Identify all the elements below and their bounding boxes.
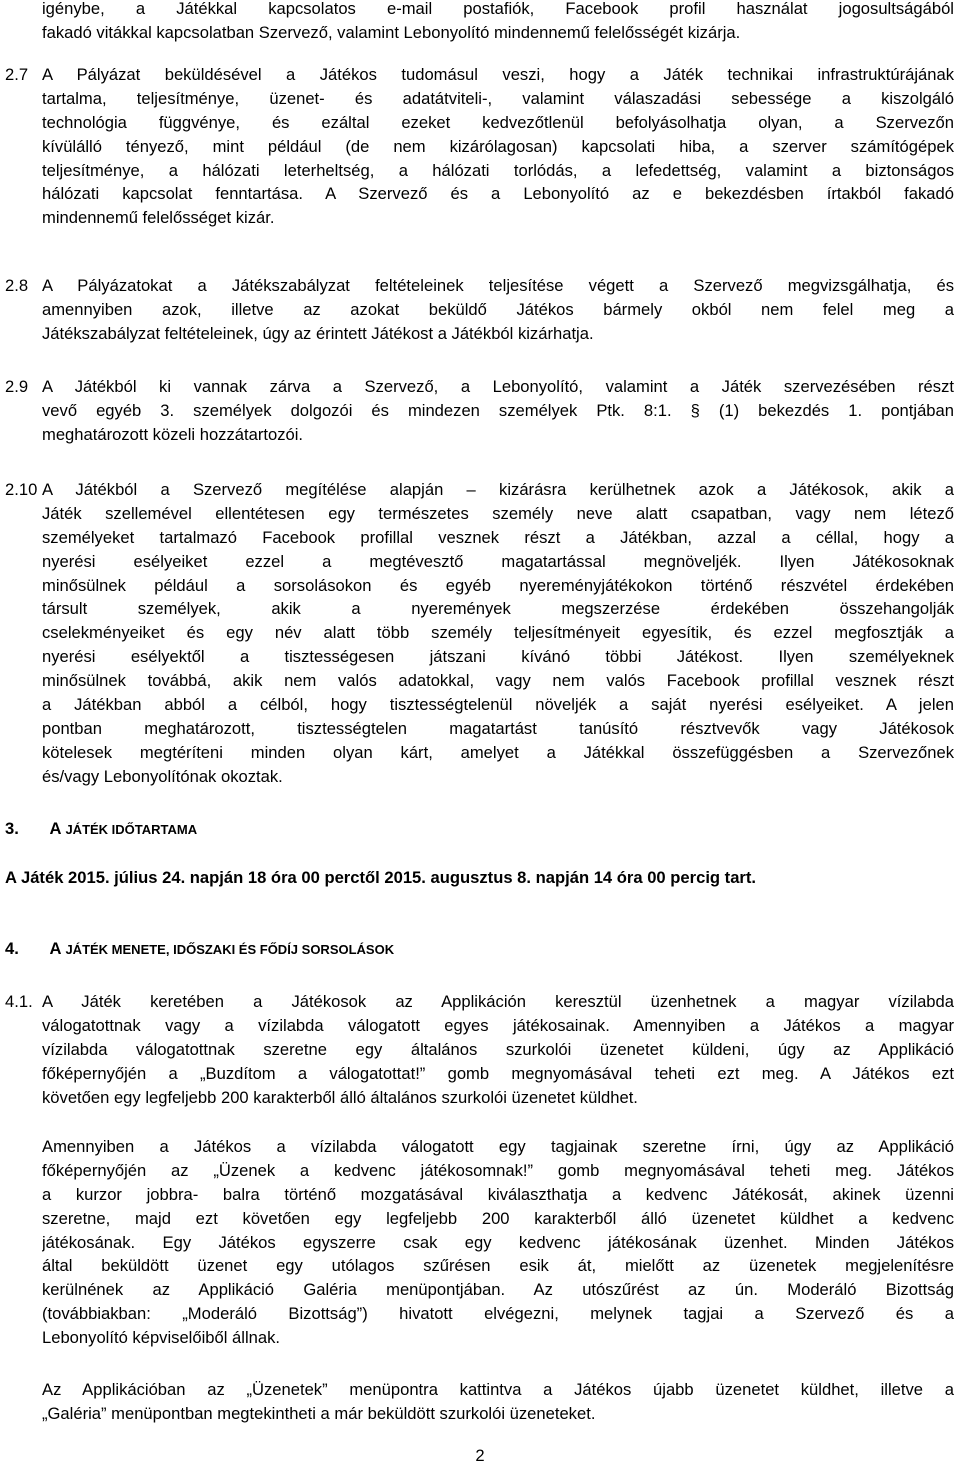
text-line: kötelesek megtéríteni minden olyan kárt, amelyet a Játékkal összefüggésben a Szervezőnek	[42, 742, 954, 762]
text-line: amennyiben azok, illetve az azokat beküldő Játékos bármely okból nem felel meg a	[42, 299, 954, 319]
text-line: Lebonyolító képviselőiből állnak.	[42, 1328, 281, 1348]
section-2-8-paragraph	[42, 274, 954, 346]
text-line: technológia függvénye, és ezáltal ezeket kedvezőtlenül befolyásolhatja olyan, a Szervezőn	[42, 112, 954, 132]
text-line: Játékszabályzat feltételeinek, úgy az érintett Játékost a Játékból kizárhatja.	[42, 323, 594, 343]
section-4-1-paragraph-1	[42, 990, 954, 1109]
intro-paragraph	[42, 0, 954, 45]
text-line: főképernyőjén a „Buzdítom a válogatottat!” gomb megnyomásával teheti ezt meg. A Játékos ezt	[42, 1063, 954, 1083]
text-line: tartalma, teljesítménye, üzenet- és adatátviteli-, valamint válaszadási sebessége a kiszolgáló	[42, 88, 954, 108]
heading-title-rest: JÁTÉK IDŐTARTAMA	[65, 822, 198, 837]
text-line: követően egy legfeljebb 200 karakterből álló általános szurkolói üzenetet küldhet.	[42, 1087, 638, 1107]
text-line: főképernyőjén az „Üzenek a kedvenc játékosomnak!” gomb megnyomásával teheti meg. Játékos	[42, 1160, 954, 1180]
section-number: 2.10	[5, 480, 38, 499]
game-duration: A Játék 2015. július 24. napján 18 óra 00 perctől 2015. augusztus 8. napján 14 óra 00 percig tart.	[5, 868, 757, 887]
text-line: minősülnek továbbá, akik nem valós adatokkal, vagy nem valós Facebook profillal vesznek részt	[42, 671, 954, 691]
text-line: A Játékból ki vannak zárva a Szervező, a Lebonyolító, valamint a Játék szervezésében részt	[42, 377, 954, 396]
text-line: A Játék keretében a Játékosok az Applikáción keresztül üzenhetnek a magyar vízilabda	[42, 992, 954, 1011]
text-line: nyerési esélyektől a tisztességesen játszani kívánó többi Játékost. Ilyen személyeknek	[42, 647, 954, 667]
section-number: 2.7	[5, 65, 29, 84]
heading-title-first: A	[49, 819, 66, 838]
text-line: Amennyiben a Játékos a vízilabda válogatott egy tagjainak szeretne írni, úgy az Applikáció	[42, 1137, 954, 1156]
heading-number: 3.	[5, 819, 19, 838]
text-line: nyerési esélyeiket ezzel a megtévesztő magatartással megnöveljék. Ilyen Játékosoknak	[42, 551, 954, 571]
section-number: 2.9	[5, 377, 29, 396]
heading-number: 4.	[5, 939, 19, 958]
section-heading-4	[5, 937, 394, 962]
text-line: személyeket tartalmazó Facebook profillal vesznek részt a Játékban, azzal a céllal, hogy a	[42, 527, 954, 547]
heading-title-rest: JÁTÉK MENETE, IDŐSZAKI ÉS FŐDÍJ SORSOLÁSOK	[65, 942, 395, 957]
text-line: cselekményeiket és egy név alatt több személy teljesítményeit egyesítik, és ezzel megfosztják a	[42, 623, 954, 643]
text-line: meghatározott közeli hozzátartozói.	[42, 424, 304, 444]
text-line: társult személyek, akik a nyeremények megszerzése érdekében összehangolják	[42, 599, 954, 619]
text-line: (továbbiakban: „Moderáló Bizottság”) hivatott elvégezni, melynek tagjai a Szervező és a	[42, 1304, 954, 1324]
section-2-10-paragraph	[42, 478, 954, 789]
text-line: által beküldött üzenet egy utólagos szűrésen esik át, mielőtt az üzenetek megjelenítésre	[42, 1256, 954, 1276]
text-line: mindennemű felelősséget kizár.	[42, 208, 275, 228]
text-line: játékosának. Egy Játékos egyszerre csak egy kedvenc játékosának üzenhet. Minden Játékos	[42, 1232, 954, 1252]
section-heading-3	[5, 817, 197, 842]
section-2-9-paragraph	[42, 375, 954, 447]
text-line: igénybe, a Játékkal kapcsolatos e-mail postafiók, Facebook profil használat jogosultságából	[42, 0, 954, 18]
text-line: Az Applikációban az „Üzenetek” menüpontra kattintva a Játékos újabb üzenetet küldhet, illetve a	[42, 1380, 954, 1399]
section-2-7-paragraph	[42, 63, 954, 230]
page-number: 2	[475, 1446, 485, 1465]
text-line: hálózati kapcsolat fenntartása. A Szervező és a Lebonyolító az e bekezdésben írtakból fakadó	[42, 184, 954, 204]
text-line: fakadó vitákkal kapcsolatban Szervező, valamint Lebonyolító mindennemű felelősségét kizárja.	[42, 22, 741, 42]
text-line: és/vagy Lebonyolítónak okoztak.	[42, 766, 283, 786]
heading-title-first: A	[49, 939, 66, 958]
text-line: kívülálló tényező, mint például (de nem kizárólagosan) kapcsolati hiba, a szerver számítógépek	[42, 136, 954, 156]
text-line: szeretne, majd ezt követően egy legfeljebb 200 karakterből álló üzenetet küldhet a kedvenc	[42, 1208, 954, 1228]
section-number: 2.8	[5, 276, 29, 295]
text-line: válogatottnak vagy a vízilabda válogatott egyes játékosainak. Amennyiben a Játékos a magyar	[42, 1015, 954, 1035]
section-number: 4.1.	[5, 992, 33, 1011]
text-line: minősülnek például a sorsolásokon és egyéb nyereményjátékokon történő részvétel érdekében	[42, 575, 954, 595]
text-line: kerülnének az Applikáció Galéria menüpontjában. Az utószűrést az ún. Moderáló Bizottság	[42, 1280, 954, 1300]
section-4-1-paragraph-3	[42, 1378, 954, 1426]
text-line: „Galéria” menüpontban megtekintheti a már beküldött szurkolói üzeneteket.	[42, 1403, 596, 1423]
text-line: a kurzor jobbra- balra történő mozgatásával kiválaszthatja a kedvenc Játékosát, akinek üzenni	[42, 1184, 954, 1204]
text-line: Játék szellemével ellentétesen egy természetes személy neve alatt csapatban, vagy nem létező	[42, 503, 954, 523]
text-line: vevő egyéb 3. személyek dolgozói és mindezen személyek Ptk. 8:1. § (1) bekezdés 1. pontjában	[42, 400, 954, 420]
text-line: A Játékból a Szervező megítélése alapján – kizárásra kerülhetnek azok a Játékosok, akik a	[42, 480, 954, 499]
text-line: vízilabda válogatottnak szeretne egy általános szurkolói üzenetet küldeni, úgy az Applikáció	[42, 1039, 954, 1059]
section-4-1-paragraph-2	[42, 1135, 954, 1350]
text-line: teljesítménye, a hálózati leterheltség, a hálózati torlódás, a lefedettség, valamint a biztonságos	[42, 160, 954, 180]
text-line: A Pályázat beküldésével a Játékos tudomásul veszi, hogy a Játék technikai infrastruktúrájának	[42, 65, 954, 84]
text-line: a Játékban abból a célból, hogy tisztességtelenül növeljék a saját nyerési esélyeiket. A jelen	[42, 695, 954, 715]
text-line: pontban meghatározott, tisztességtelen magatartást tanúsító résztvevők vagy Játékosok	[42, 718, 954, 738]
text-line: A Pályázatokat a Játékszabályzat feltételeinek teljesítése végett a Szervező megvizsgálhatja, és	[42, 276, 954, 295]
